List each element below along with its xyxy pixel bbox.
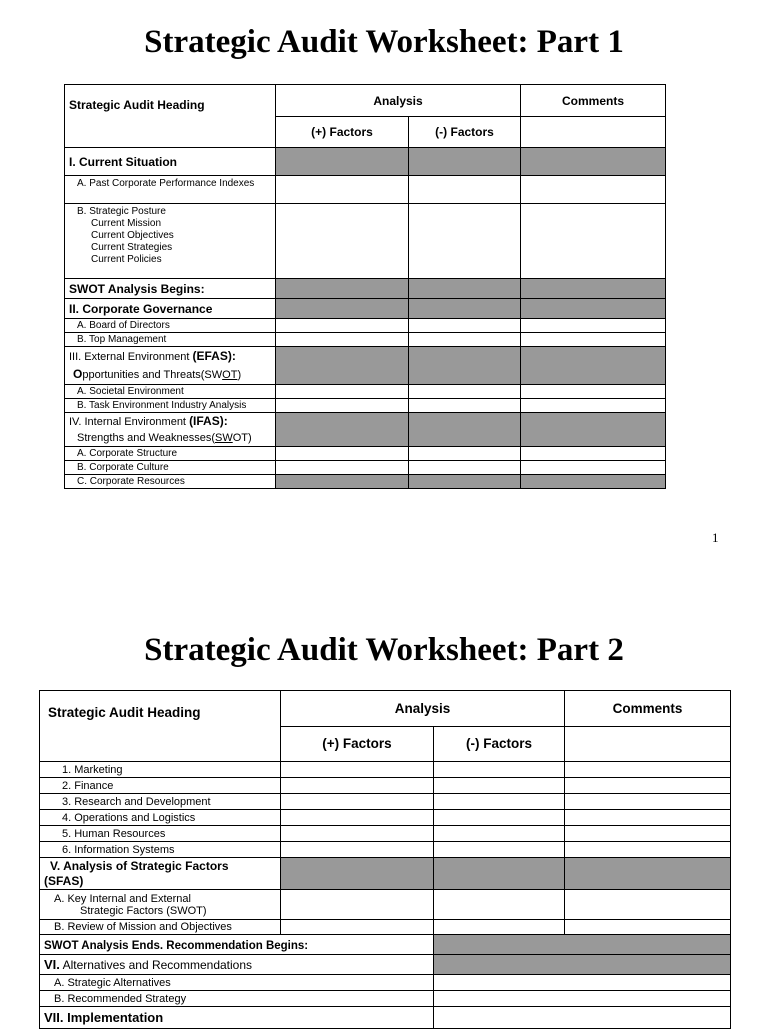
entry-cell: [281, 778, 434, 794]
row-task-environment: B. Task Environment Industry Analysis: [65, 399, 276, 413]
row-corporate-resources: C. Corporate Resources: [65, 475, 276, 489]
entry-cell: [434, 975, 731, 991]
row-strategic-alternatives: A. Strategic Alternatives: [40, 975, 434, 991]
row-external-environment: III. External Environment (EFAS): Opportunities and Threats(SWOT): [65, 347, 276, 385]
entry-cell: [409, 447, 521, 461]
row-board-of-directors: A. Board of Directors: [65, 319, 276, 333]
plus-factors-header: (+) Factors: [281, 727, 434, 762]
entry-cell: [565, 842, 731, 858]
entry-cell: [521, 385, 666, 399]
heading-column-header: Strategic Audit Heading: [65, 85, 276, 148]
shaded-cell: [521, 299, 666, 319]
row-marketing: 1. Marketing: [40, 762, 281, 778]
row-strategic-factors: V. Analysis of Strategic Factors (SFAS): [40, 858, 281, 890]
shaded-cell: [409, 347, 521, 385]
comments-subheader-cell: [565, 727, 731, 762]
part2-worksheet-table: [39, 690, 731, 1029]
entry-cell: [565, 890, 731, 920]
row-corporate-structure: A. Corporate Structure: [65, 447, 276, 461]
shaded-cell: [521, 413, 666, 447]
row-internal-environment: IV. Internal Environment (IFAS): Strengths and Weaknesses(SWOT): [65, 413, 276, 447]
entry-cell: [409, 176, 521, 204]
entry-cell: [281, 920, 434, 935]
entry-cell: [276, 461, 409, 475]
row-finance: 2. Finance: [40, 778, 281, 794]
analysis-column-header: Analysis: [276, 85, 521, 117]
entry-cell: [521, 204, 666, 279]
entry-cell: [409, 204, 521, 279]
shaded-cell: [434, 858, 565, 890]
row-current-situation: I. Current Situation: [65, 148, 276, 176]
entry-cell: [281, 794, 434, 810]
heading-column-header: Strategic Audit Heading: [40, 691, 281, 762]
shaded-cell: [409, 279, 521, 299]
row-information-systems: 6. Information Systems: [40, 842, 281, 858]
entry-cell: [565, 826, 731, 842]
shaded-cell: [521, 279, 666, 299]
entry-cell: [434, 778, 565, 794]
entry-cell: [276, 204, 409, 279]
part2-title: Strategic Audit Worksheet: Part 2: [144, 632, 624, 668]
entry-cell: [521, 399, 666, 413]
row-human-resources: 5. Human Resources: [40, 826, 281, 842]
entry-cell: [281, 762, 434, 778]
entry-cell: [434, 920, 565, 935]
entry-cell: [276, 176, 409, 204]
row-implementation: VII. Implementation: [40, 1007, 434, 1029]
page-number: 1: [712, 530, 719, 545]
row-operations-logistics: 4. Operations and Logistics: [40, 810, 281, 826]
shaded-cell: [276, 148, 409, 176]
part1-worksheet-table: [64, 84, 666, 489]
entry-cell: [434, 1007, 731, 1029]
entry-cell: [409, 399, 521, 413]
row-research-development: 3. Research and Development: [40, 794, 281, 810]
entry-cell: [281, 810, 434, 826]
entry-cell: [281, 890, 434, 920]
entry-cell: [434, 810, 565, 826]
part1-title: Strategic Audit Worksheet: Part 1: [144, 24, 624, 60]
entry-cell: [565, 794, 731, 810]
entry-cell: [276, 319, 409, 333]
entry-cell: [281, 842, 434, 858]
entry-cell: [434, 890, 565, 920]
row-strategic-posture: B. Strategic Posture Current Mission Current Objectives Current Strategies Current Policies: [65, 204, 276, 279]
entry-cell: [434, 991, 731, 1007]
entry-cell: [276, 333, 409, 347]
shaded-cell: [434, 935, 731, 955]
shaded-cell: [409, 299, 521, 319]
shaded-cell: [409, 475, 521, 489]
entry-cell: [434, 842, 565, 858]
entry-cell: [434, 826, 565, 842]
entry-cell: [281, 826, 434, 842]
entry-cell: [409, 385, 521, 399]
comments-subheader-cell: [521, 117, 666, 148]
shaded-cell: [521, 347, 666, 385]
entry-cell: [276, 447, 409, 461]
entry-cell: [521, 176, 666, 204]
row-top-management: B. Top Management: [65, 333, 276, 347]
entry-cell: [521, 319, 666, 333]
shaded-cell: [276, 347, 409, 385]
row-swot-ends: SWOT Analysis Ends. Recommendation Begins:: [40, 935, 434, 955]
row-recommended-strategy: B. Recommended Strategy: [40, 991, 434, 1007]
shaded-cell: [276, 299, 409, 319]
entry-cell: [434, 762, 565, 778]
shaded-cell: [276, 475, 409, 489]
minus-factors-header: (-) Factors: [434, 727, 565, 762]
entry-cell: [565, 778, 731, 794]
row-review-mission: B. Review of Mission and Objectives: [40, 920, 281, 935]
shaded-cell: [521, 475, 666, 489]
entry-cell: [521, 461, 666, 475]
comments-column-header: Comments: [565, 691, 731, 727]
shaded-cell: [409, 148, 521, 176]
row-key-factors: A. Key Internal and External Strategic Factors (SWOT): [40, 890, 281, 920]
row-past-performance: A. Past Corporate Performance Indexes: [65, 176, 276, 204]
minus-factors-header: (-) Factors: [409, 117, 521, 148]
shaded-cell: [276, 279, 409, 299]
entry-cell: [565, 920, 731, 935]
entry-cell: [565, 810, 731, 826]
analysis-column-header: Analysis: [281, 691, 565, 727]
shaded-cell: [409, 413, 521, 447]
entry-cell: [409, 319, 521, 333]
plus-factors-header: (+) Factors: [276, 117, 409, 148]
row-corporate-culture: B. Corporate Culture: [65, 461, 276, 475]
entry-cell: [565, 762, 731, 778]
entry-cell: [521, 447, 666, 461]
row-swot-begins: SWOT Analysis Begins:: [65, 279, 276, 299]
row-alternatives-recommendations: VI. Alternatives and Recommendations: [40, 955, 434, 975]
entry-cell: [409, 333, 521, 347]
entry-cell: [276, 385, 409, 399]
row-corporate-governance: II. Corporate Governance: [65, 299, 276, 319]
entry-cell: [521, 333, 666, 347]
shaded-cell: [565, 858, 731, 890]
entry-cell: [409, 461, 521, 475]
row-societal-environment: A. Societal Environment: [65, 385, 276, 399]
shaded-cell: [276, 413, 409, 447]
shaded-cell: [281, 858, 434, 890]
entry-cell: [276, 399, 409, 413]
comments-column-header: Comments: [521, 85, 666, 117]
shaded-cell: [434, 955, 731, 975]
entry-cell: [434, 794, 565, 810]
shaded-cell: [521, 148, 666, 176]
